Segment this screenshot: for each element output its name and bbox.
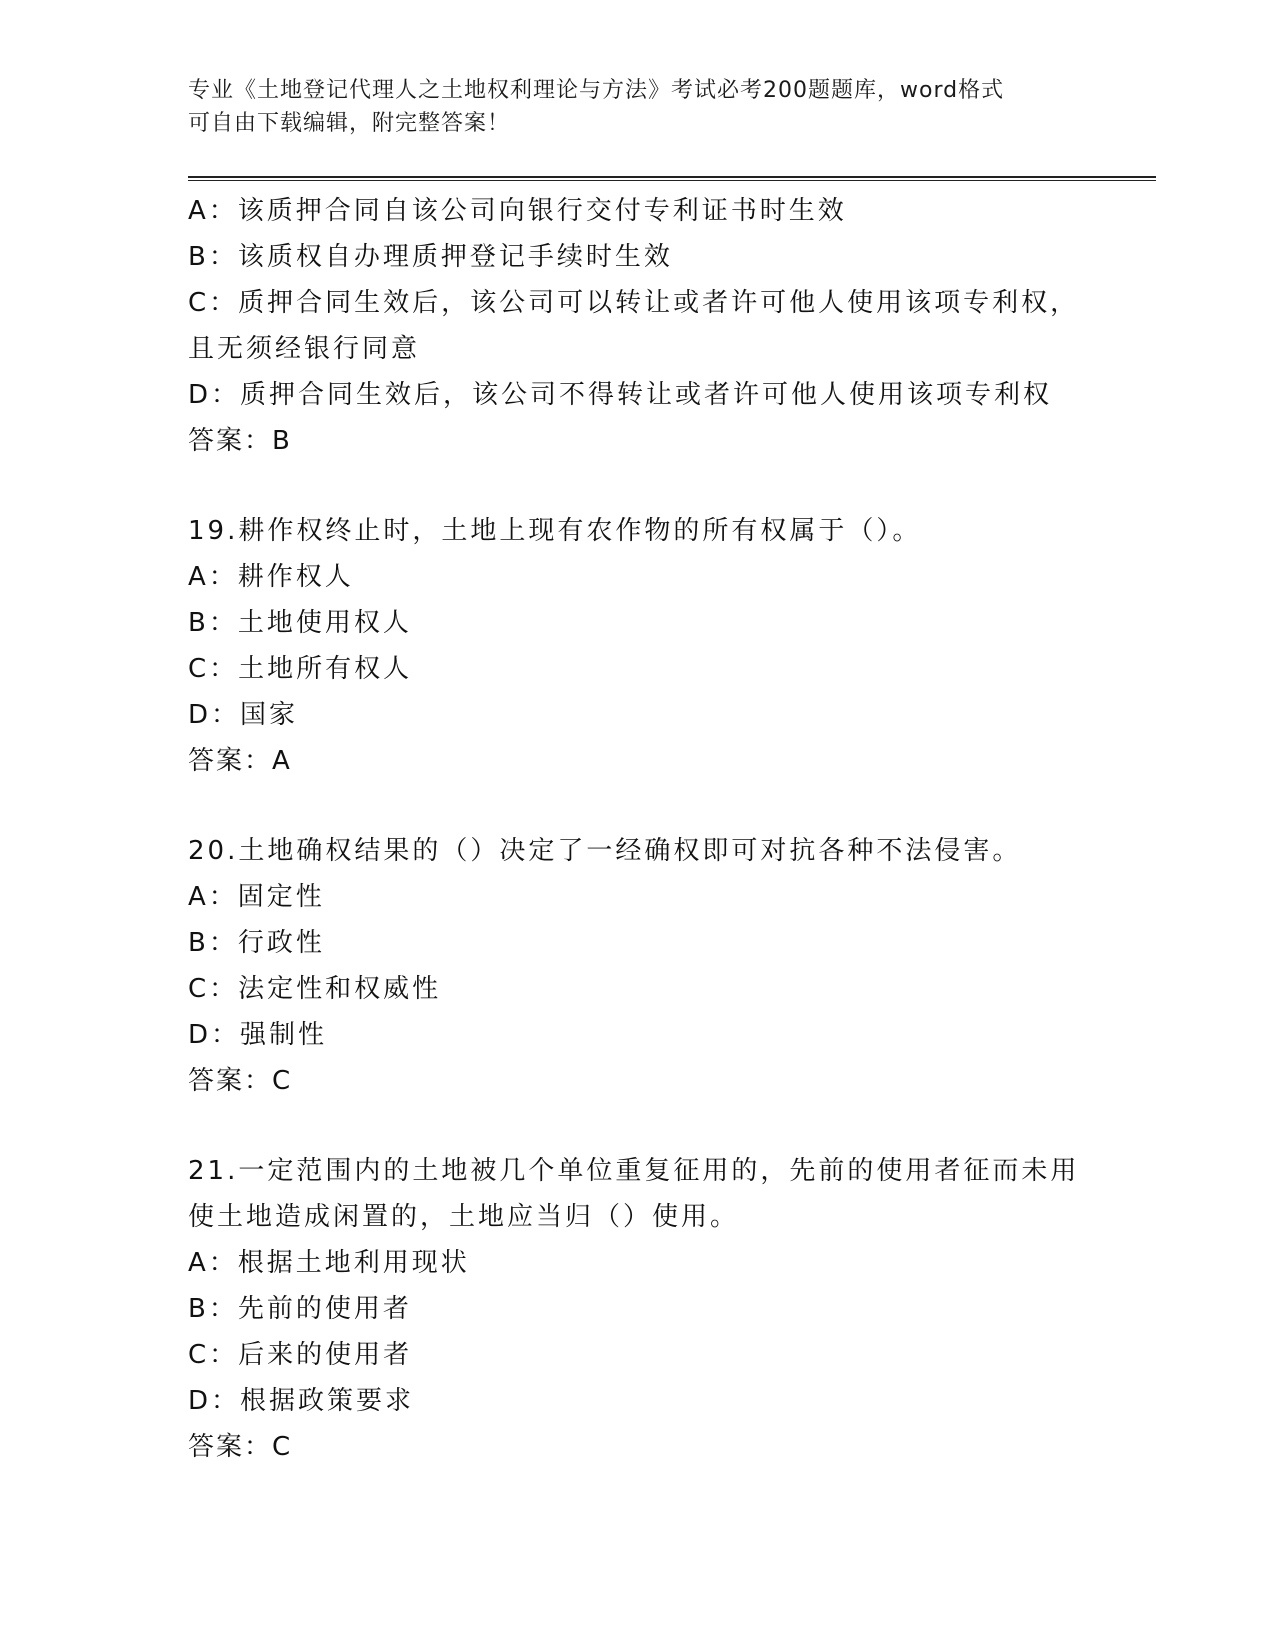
option-d: D：质押合同生效后，该公司不得转让或者许可他人使用该项专利权 bbox=[188, 380, 1053, 410]
question-stem: 20.土地确权结果的（）决定了一经确权即可对抗各种不法侵害。 bbox=[188, 836, 1022, 866]
option-b: B：土地使用权人 bbox=[188, 608, 412, 638]
header-divider bbox=[188, 176, 1156, 181]
answer-line: 答案：C bbox=[188, 1066, 293, 1096]
document-body bbox=[188, 188, 1088, 1470]
option-c: C：法定性和权威性 bbox=[188, 974, 442, 1004]
option-b: B：行政性 bbox=[188, 928, 325, 958]
option-d: D：国家 bbox=[188, 700, 299, 730]
header-line-2: 可自由下载编辑，附完整答案！ bbox=[188, 111, 511, 136]
option-b: B：先前的使用者 bbox=[188, 1294, 412, 1324]
header-line-1: 专业《土地登记代理人之土地权利理论与方法》考试必考200题题库，word格式 bbox=[188, 78, 1005, 103]
question-stem: 19.耕作权终止时，土地上现有农作物的所有权属于（）。 bbox=[188, 516, 922, 546]
answer-line: 答案：C bbox=[188, 1432, 293, 1462]
option-c: C：土地所有权人 bbox=[188, 654, 413, 684]
question-block-20 bbox=[188, 828, 1088, 1104]
option-a: A：耕作权人 bbox=[188, 562, 354, 592]
option-c: C：后来的使用者 bbox=[188, 1340, 413, 1370]
answer-line: 答案：A bbox=[188, 746, 292, 776]
question-block-continued bbox=[188, 188, 1088, 464]
option-b: B：该质权自办理质押登记手续时生效 bbox=[188, 242, 673, 272]
option-c-continuation: 且无须经银行同意 bbox=[188, 334, 421, 364]
option-d: D：强制性 bbox=[188, 1020, 328, 1050]
option-d: D：根据政策要求 bbox=[188, 1386, 415, 1416]
document-header bbox=[188, 74, 1068, 140]
option-c: C：质押合同生效后，该公司可以转让或者许可他人使用该项专利权， bbox=[188, 288, 1080, 318]
option-a: A：该质押合同自该公司向银行交付专利证书时生效 bbox=[188, 196, 847, 226]
question-block-19 bbox=[188, 508, 1088, 784]
question-stem-continuation: 使土地造成闲置的，土地应当归（）使用。 bbox=[188, 1202, 740, 1232]
option-a: A：固定性 bbox=[188, 882, 325, 912]
option-a: A：根据土地利用现状 bbox=[188, 1248, 470, 1278]
answer-line: 答案：B bbox=[188, 426, 292, 456]
question-stem: 21.一定范围内的土地被几个单位重复征用的，先前的使用者征而未用 bbox=[188, 1156, 1080, 1186]
question-block-21 bbox=[188, 1148, 1088, 1470]
